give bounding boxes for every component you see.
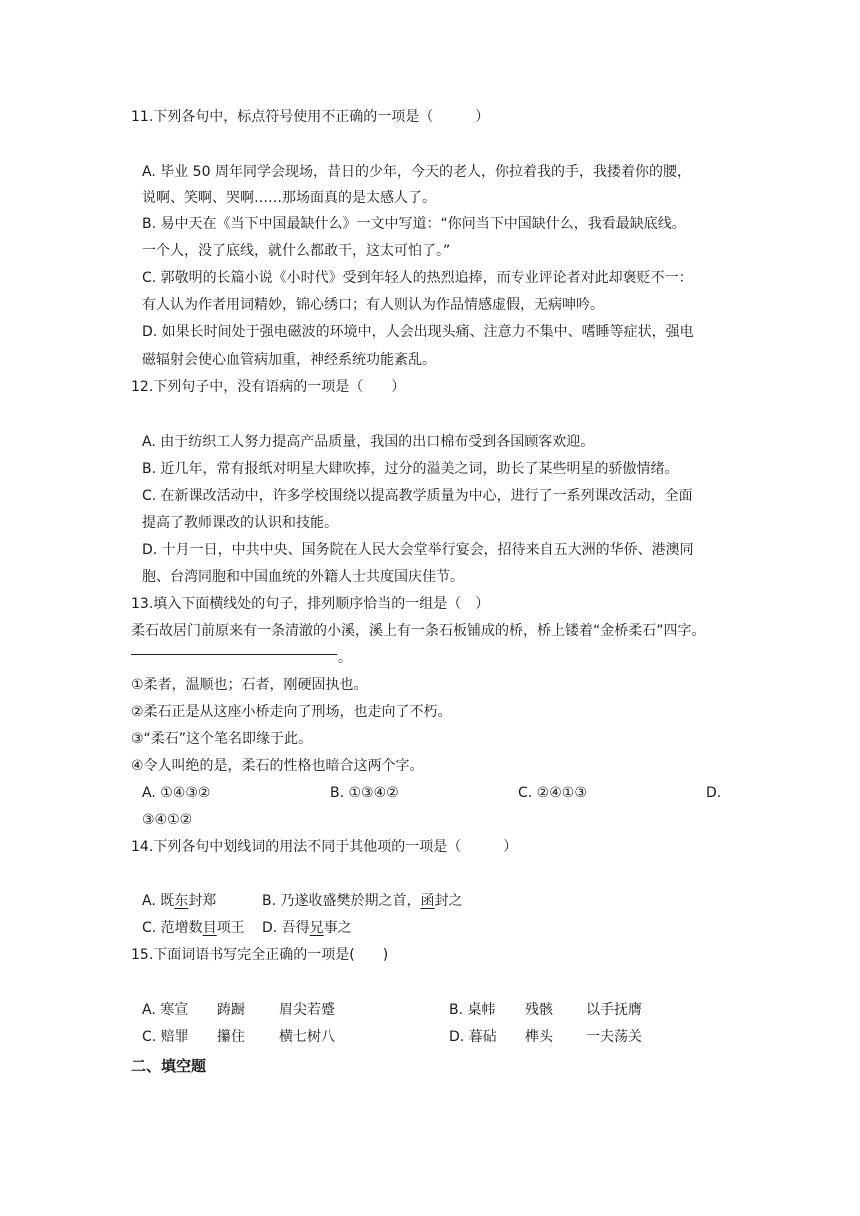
section-heading: 二、填空题 xyxy=(131,1057,207,1075)
question-11-stem: 11.下列各句中，标点符号使用不正确的一项是（ ） xyxy=(131,109,490,125)
question-12-option-c-cont: 提高了教师课改的认识和技能。 xyxy=(142,515,338,531)
question-15-option-a-3: 眉尖若蹙 xyxy=(279,1002,335,1018)
question-15-option-b-1: B. 桌帏 xyxy=(449,1002,496,1018)
question-13-sentence-4: ④令人叫绝的是，柔石的性格也暗合这两个字。 xyxy=(131,758,424,774)
question-13-sentence-1: ①柔者，温顺也；石者，刚硬固执也。 xyxy=(131,677,368,693)
question-14-option-b: B. 乃遂收盛樊於期之首，函封之 xyxy=(262,893,463,909)
question-15-stem: 15.下面词语书写完全正确的一项是( ) xyxy=(131,947,389,963)
underlined-word: 函 xyxy=(420,893,435,909)
question-11-option-c: C. 郭敬明的长篇小说《小时代》受到年轻人的热烈追捧，而专业评论者对此却褒贬不一： xyxy=(142,270,693,286)
question-14-stem: 14.下列各句中划线词的用法不同于其他项的一项是（ ） xyxy=(131,839,518,855)
question-11-option-d-cont: 磁辐射会使心血管病加重，神经系统功能紊乱。 xyxy=(142,352,436,368)
question-15-option-a-2: 踌蹰 xyxy=(217,1002,245,1018)
underlined-word: 东 xyxy=(174,893,189,909)
question-15-option-c-1: C. 赔罪 xyxy=(142,1029,189,1045)
question-15-option-d-2: 榫头 xyxy=(525,1029,553,1045)
underlined-word: 兄 xyxy=(309,920,324,936)
question-13-option-c: C. ②④①③ xyxy=(518,785,587,801)
underlined-word: 目 xyxy=(202,920,217,936)
question-12-stem: 12.下列句子中，没有语病的一项是（ ） xyxy=(131,379,406,395)
question-11-option-b-cont: 一个人，没了底线，就什么都敢干，这太可怕了。” xyxy=(142,243,451,259)
question-11-option-d: D. 如果长时间处于强电磁波的环境中，人会出现头痛、注意力不集中、嗜睡等症状，强电 xyxy=(142,324,694,340)
question-13-passage: 柔石故居门前原来有一条清澈的小溪，溪上有一条石板铺成的桥，桥上镂着“金桥柔石”四字。 xyxy=(131,623,706,639)
question-12-option-d: D. 十月一日，中共中央、国务院在人民大会堂举行宴会，招待来自五大洲的华侨、港澳同 xyxy=(142,542,694,558)
question-14-option-d: D. 吾得兄事之 xyxy=(262,920,352,936)
question-13-sentence-3: ③“柔石”这个笔名即缘于此。 xyxy=(131,731,313,747)
blank-period: 。 xyxy=(338,650,352,666)
question-12-option-a: A. 由于纺织工人努力提高产品质量，我国的出口棉布受到各国顾客欢迎。 xyxy=(142,434,595,450)
question-15-option-b-3: 以手抚膺 xyxy=(586,1002,642,1018)
question-15-option-d-1: D. 暮砧 xyxy=(449,1029,497,1045)
question-13-option-d-value: ③④①② xyxy=(142,812,193,828)
question-13-option-a: A. ①④③② xyxy=(142,785,211,801)
question-13-sentence-2: ②柔石正是从这座小桥走向了刑场，也走向了不朽。 xyxy=(131,704,452,720)
question-13-option-b: B. ①③④② xyxy=(330,785,399,801)
question-11-option-a-cont: 说啊、笑啊、哭啊……那场面真的是太感人了。 xyxy=(142,190,436,206)
question-15-option-b-2: 残骸 xyxy=(525,1002,553,1018)
question-12-option-c: C. 在新课改活动中，许多学校围绕以提高教学质量为中心，进行了一系列课改活动，全面 xyxy=(142,488,693,504)
question-11-option-b: B. 易中天在《当下中国最缺什么》一文中写道：“你问当下中国缺什么，我看最缺底线。 xyxy=(142,216,686,232)
question-11-option-c-cont: 有人认为作者用词精妙，锦心绣口；有人则认为作品情感虚假，无病呻吟。 xyxy=(142,297,604,313)
question-15-option-a-1: A. 寒宣 xyxy=(142,1002,189,1018)
question-13-option-d-label: D. xyxy=(706,785,722,801)
question-12-option-b: B. 近几年，常有报纸对明星大肆吹捧，过分的溢美之词，助长了某些明星的骄傲情绪。 xyxy=(142,461,679,477)
fill-in-blank-line xyxy=(131,654,337,655)
question-15-option-c-3: 横七树八 xyxy=(279,1029,335,1045)
question-13-stem: 13.填入下面横线处的句子，排列顺序恰当的一组是（ ） xyxy=(131,596,490,612)
question-12-option-d-cont: 胞、台湾同胞和中国血统的外籍人士共度国庆佳节。 xyxy=(142,569,464,585)
question-15-option-c-2: 攥住 xyxy=(217,1029,245,1045)
question-11-option-a: A. 毕业 50 周年同学会现场，昔日的少年，今天的老人，你拉着我的手，我搂着你的腰， xyxy=(142,164,691,180)
question-14-option-a: A. 既东封郑 xyxy=(142,893,217,909)
question-15-option-d-3: 一夫荡关 xyxy=(586,1029,642,1045)
question-14-option-c: C. 范增数目项王 xyxy=(142,920,245,936)
